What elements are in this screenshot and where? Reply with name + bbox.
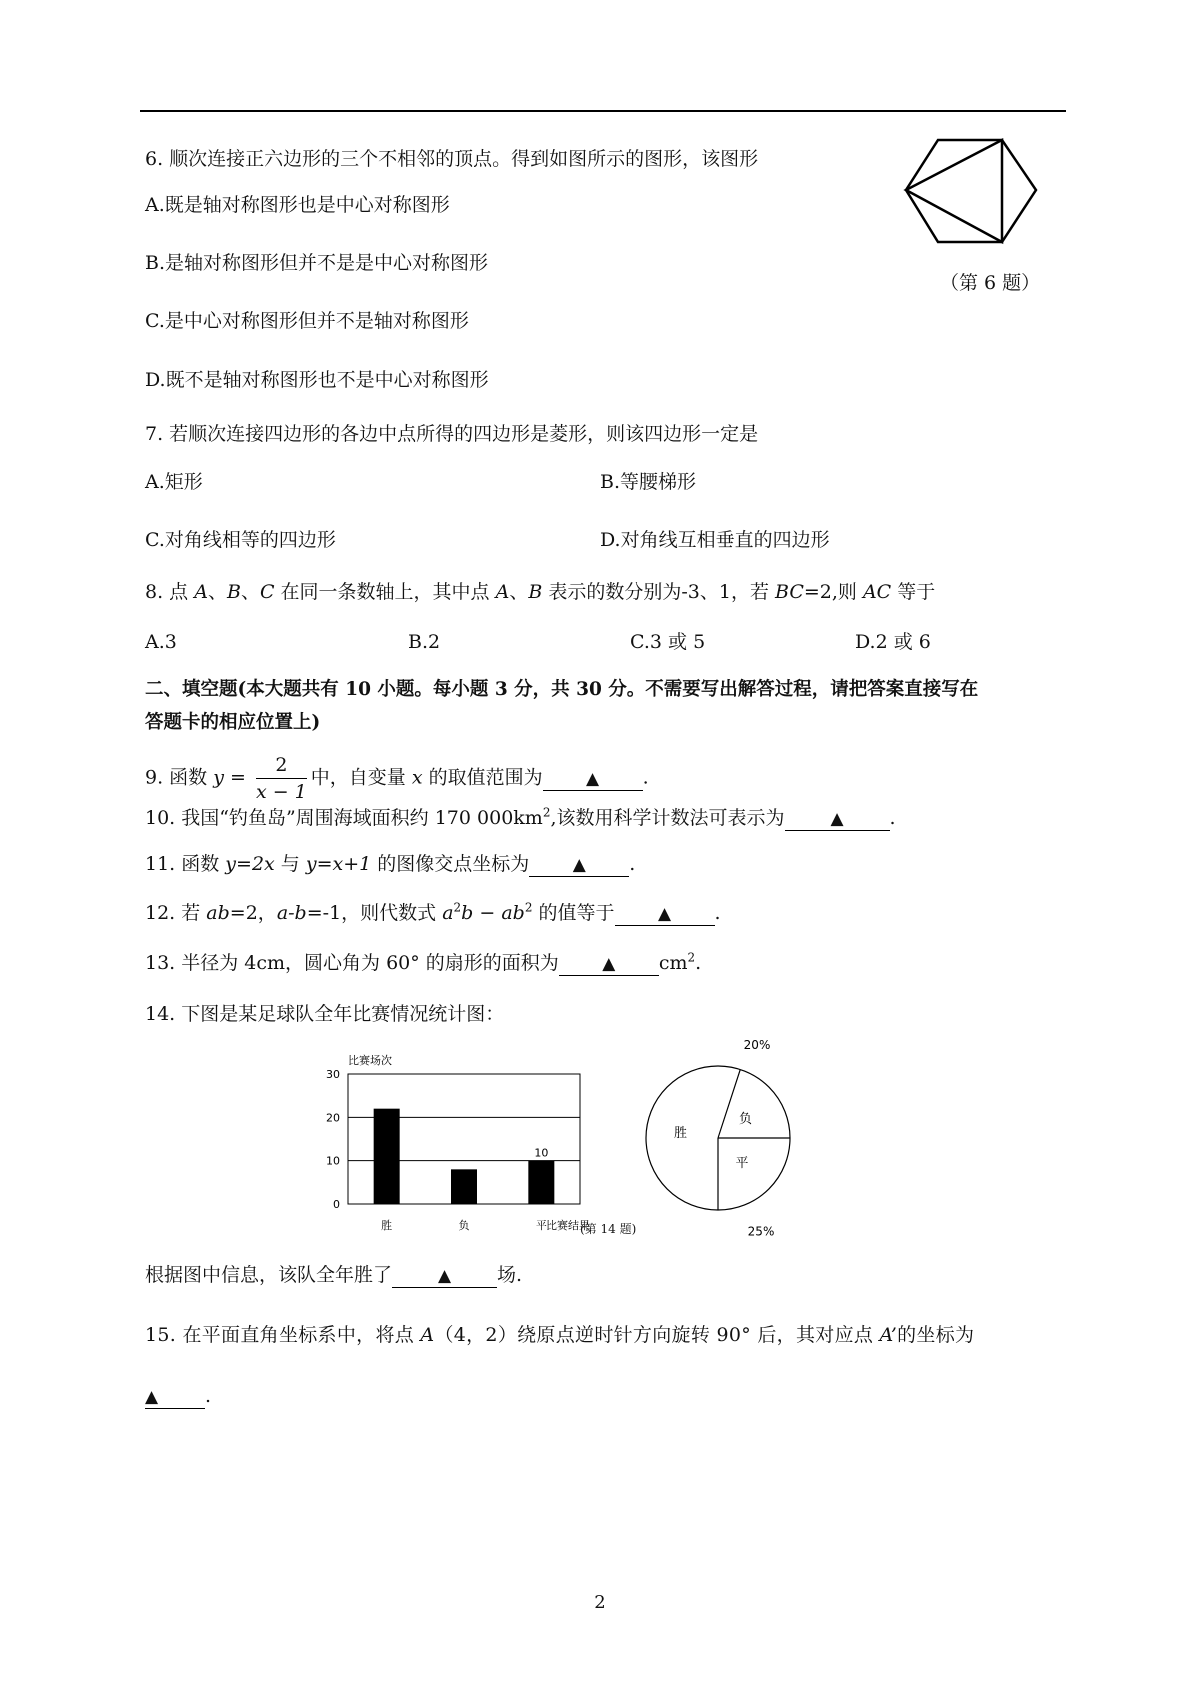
bar bbox=[374, 1109, 400, 1204]
q7-option-b: B.等腰梯形 bbox=[600, 471, 697, 493]
q14-stem: 14. 下图是某足球队全年比赛情况统计图： bbox=[145, 1003, 505, 1025]
page-number: 2 bbox=[594, 1592, 606, 1613]
q13-answer-blank: ▲ bbox=[559, 952, 659, 976]
pie-slice-label: 负 bbox=[738, 1112, 753, 1128]
pie-chart bbox=[640, 1037, 860, 1239]
q15-answer-line: ▲ . bbox=[145, 1385, 212, 1407]
bar bbox=[451, 1169, 477, 1204]
q12-line: 12. 若 ab=2，a-b=-1，则代数式 $a^2b - ab^2$ 的值等于 ▲ . bbox=[145, 900, 721, 924]
pie-slice-label: 平 bbox=[735, 1156, 749, 1172]
q8-option-a: A.3 bbox=[145, 631, 177, 653]
q15-line: 15. 在平面直角坐标系中，将点 A（4，2）绕原点逆时针方向旋转 90° 后，其对应点 A’的坐标为 bbox=[145, 1324, 975, 1346]
pie-slice-label: 胜 bbox=[673, 1126, 687, 1142]
bar bbox=[528, 1161, 554, 1204]
hexagon-figure bbox=[900, 130, 1060, 250]
q7-option-c: C.对角线相等的四边形 bbox=[145, 529, 336, 551]
q9-line: 9. 函数 y = $\frac{2}{x - 1}$ 中，自变量 x 的取值范围为 ▲ . bbox=[145, 754, 649, 803]
bar-ytick-label: 0 bbox=[333, 1198, 340, 1211]
q6-option-b: B.是轴对称图形但并不是是中心对称图形 bbox=[145, 252, 489, 274]
bar-ytick-label: 10 bbox=[326, 1154, 340, 1168]
q10-line: 10. 我国“钓鱼岛”周围海域面积约 170 $000km^2$,该数用科学计数法可表示为 ▲ . bbox=[145, 805, 896, 829]
q8-option-b: B.2 bbox=[408, 631, 441, 653]
q14-caption: (第 14 题) bbox=[580, 1222, 637, 1236]
q14-answer-line: 根据图中信息，该队全年胜了 ▲ 场. bbox=[145, 1264, 523, 1286]
pie-percent-label: 25% bbox=[747, 1224, 775, 1239]
bar-chart bbox=[318, 1050, 638, 1240]
q10-answer-blank: ▲ bbox=[785, 807, 890, 831]
q7-stem: 7. 若顺次连接四边形的各边中点所得的四边形是菱形，则该四边形一定是 bbox=[145, 423, 759, 445]
section2-heading-line2: 答题卡的相应位置上) bbox=[145, 712, 321, 733]
bar-data-label: 10 bbox=[534, 1146, 549, 1160]
inner-triangle bbox=[906, 140, 1002, 242]
q8-option-d: D.2 或 6 bbox=[855, 631, 931, 653]
q8-option-c: C.3 或 5 bbox=[630, 631, 706, 653]
q6-stem: 6. 顺次连接正六边形的三个不相邻的顶点。得到如图所示的图形，该图形 bbox=[145, 148, 759, 170]
q8-stem: 8. 点 A、B、C 在同一条数轴上，其中点 A、B 表示的数分别为-3、1，若 BC=2,则 AC 等于 bbox=[145, 581, 936, 603]
bar-chart-xlabel: 比赛结果 bbox=[546, 1219, 590, 1232]
q13-line: 13. 半径为 4cm，圆心角为 60° 的扇形的面积为 ▲ $cm^2$. bbox=[145, 950, 702, 974]
bar-ytick-label: 20 bbox=[326, 1111, 340, 1125]
q11-line: 11. 函数 y=2x 与 y=x+1 的图像交点坐标为 ▲ . bbox=[145, 853, 636, 875]
q6-option-a: A.既是轴对称图形也是中心对称图形 bbox=[145, 194, 450, 216]
q12-answer-blank: ▲ bbox=[615, 902, 715, 926]
bar-category-label: 负 bbox=[458, 1219, 470, 1232]
q9-answer-blank: ▲ bbox=[543, 767, 643, 791]
bar-category-label: 胜 bbox=[381, 1219, 393, 1232]
q7-option-a: A.矩形 bbox=[145, 471, 203, 493]
q11-answer-blank: ▲ bbox=[529, 853, 629, 877]
pie-slice-boundary bbox=[718, 1070, 740, 1138]
bar-ytick-label: 30 bbox=[326, 1068, 340, 1081]
pie-percent-label: 20% bbox=[743, 1037, 771, 1052]
q9-fraction: $\frac{2}{x - 1}$ bbox=[255, 754, 307, 803]
header-rule bbox=[140, 110, 1066, 112]
bar-category-label: 平 bbox=[535, 1219, 547, 1232]
q6-option-d: D.既不是轴对称图形也不是中心对称图形 bbox=[145, 369, 489, 391]
section2-heading-line1: 二、填空题(本大题共有 10 小题。每小题 3 分，共 30 分。不需要写出解答过程，请把答案直接写在 bbox=[145, 679, 979, 700]
q6-caption: （第 6 题） bbox=[940, 272, 1041, 294]
q14-answer-blank: ▲ bbox=[392, 1264, 497, 1288]
q7-option-d: D.对角线互相垂直的四边形 bbox=[600, 529, 830, 551]
q15-answer-blank: ▲ bbox=[145, 1385, 205, 1409]
q6-option-c: C.是中心对称图形但并不是轴对称图形 bbox=[145, 310, 469, 332]
bar-chart-ylabel: 比赛场次 bbox=[348, 1054, 392, 1067]
